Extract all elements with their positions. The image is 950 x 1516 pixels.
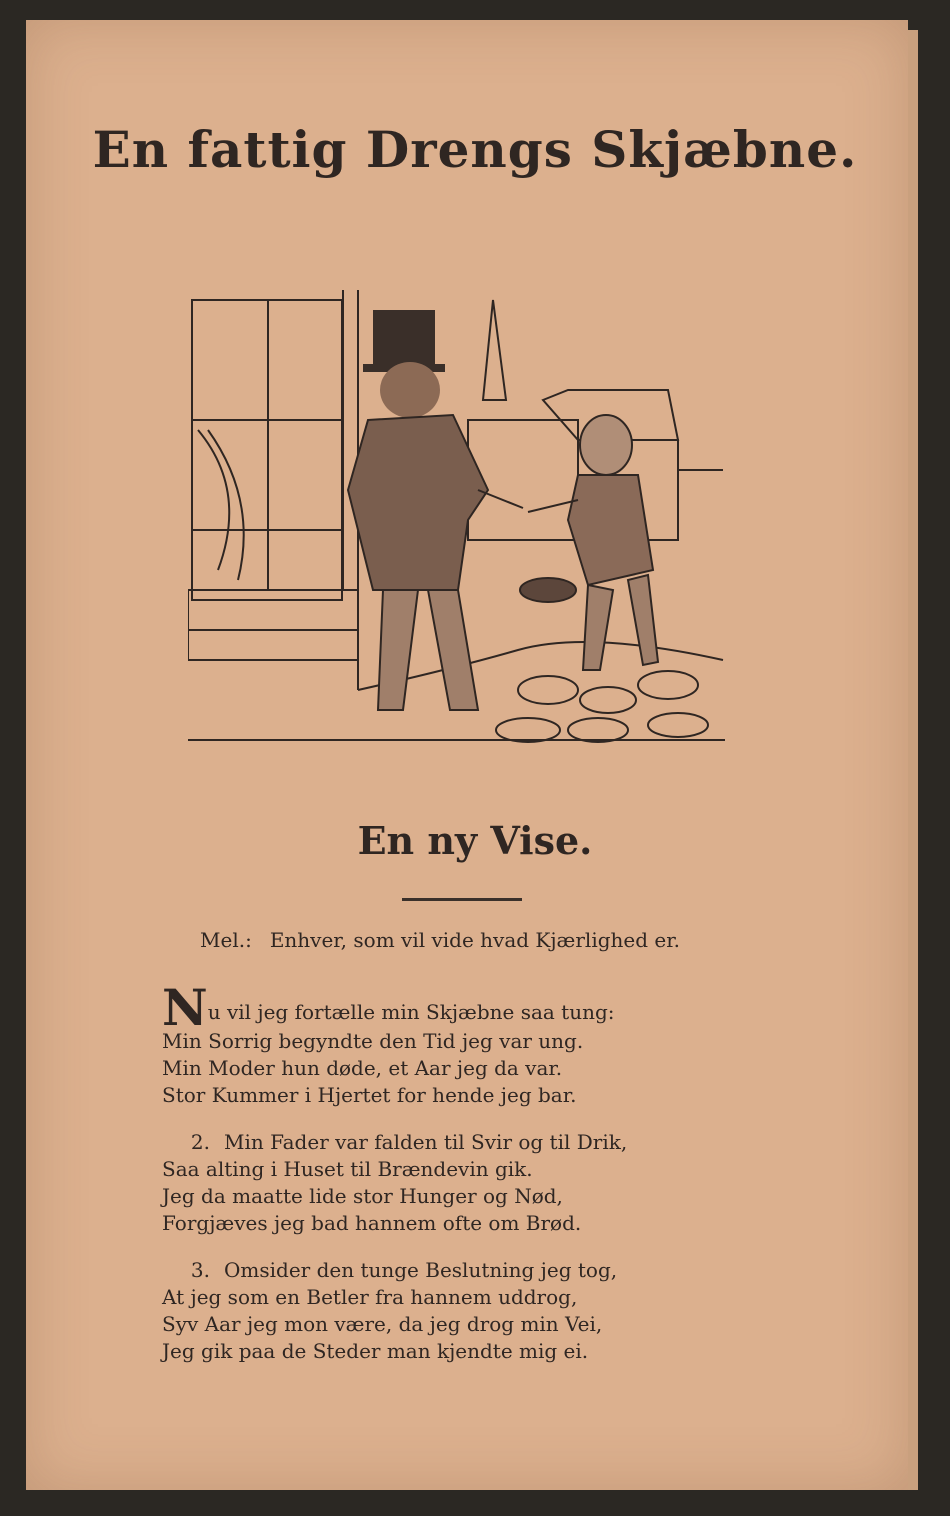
melody-line <box>200 928 800 952</box>
verse-line <box>162 1257 762 1284</box>
verse-line: Jeg da maatte lide stor Hunger og Nød, <box>162 1184 563 1208</box>
verse-line: Min Sorrig begyndte den Tid jeg var ung. <box>162 1029 584 1053</box>
verses <box>162 978 762 1385</box>
verse-line: Syv Aar jeg mon være, da jeg drog min Vei, <box>162 1312 603 1336</box>
verse-line: Min Moder hun døde, et Aar jeg da var. <box>162 1056 563 1080</box>
verse-line-text: u vil jeg fortælle min Skjæbne saa tung: <box>207 1000 615 1024</box>
verse-3 <box>162 1257 762 1365</box>
verse-line: Jeg gik paa de Steder man kjendte mig ei. <box>162 1339 589 1363</box>
song-subtitle: En ny Vise. <box>357 818 593 863</box>
divider-rule <box>402 898 522 901</box>
verse-line-text: Omsider den tunge Beslutning jeg tog, <box>224 1258 618 1282</box>
woodcut-illustration-icon <box>188 290 725 745</box>
verse-line: At jeg som en Betler fra hannem uddrog, <box>162 1285 578 1309</box>
drop-cap: N <box>162 978 208 1037</box>
verse-line-text: Min Fader var falden til Svir og til Drik, <box>224 1130 628 1154</box>
verse-1 <box>162 978 762 1109</box>
verse-line: Forgjæves jeg bad hannem ofte om Brød. <box>162 1211 582 1235</box>
verse-line: Stor Kummer i Hjertet for hende jeg bar. <box>162 1083 577 1107</box>
page-title: En fattig Drengs Skjæbne. <box>92 120 858 179</box>
melody-prefix: Mel.: <box>200 928 252 952</box>
verse-2 <box>162 1129 762 1237</box>
verse-line <box>162 978 762 1037</box>
melody-text: Enhver, som vil vide hvad Kjærlighed er. <box>269 928 680 952</box>
verse-line <box>162 1129 762 1156</box>
verse-line: Saa alting i Huset til Brændevin gik. <box>162 1157 533 1181</box>
verse-number: 2. <box>190 1130 210 1154</box>
verse-number: 3. <box>190 1258 210 1282</box>
